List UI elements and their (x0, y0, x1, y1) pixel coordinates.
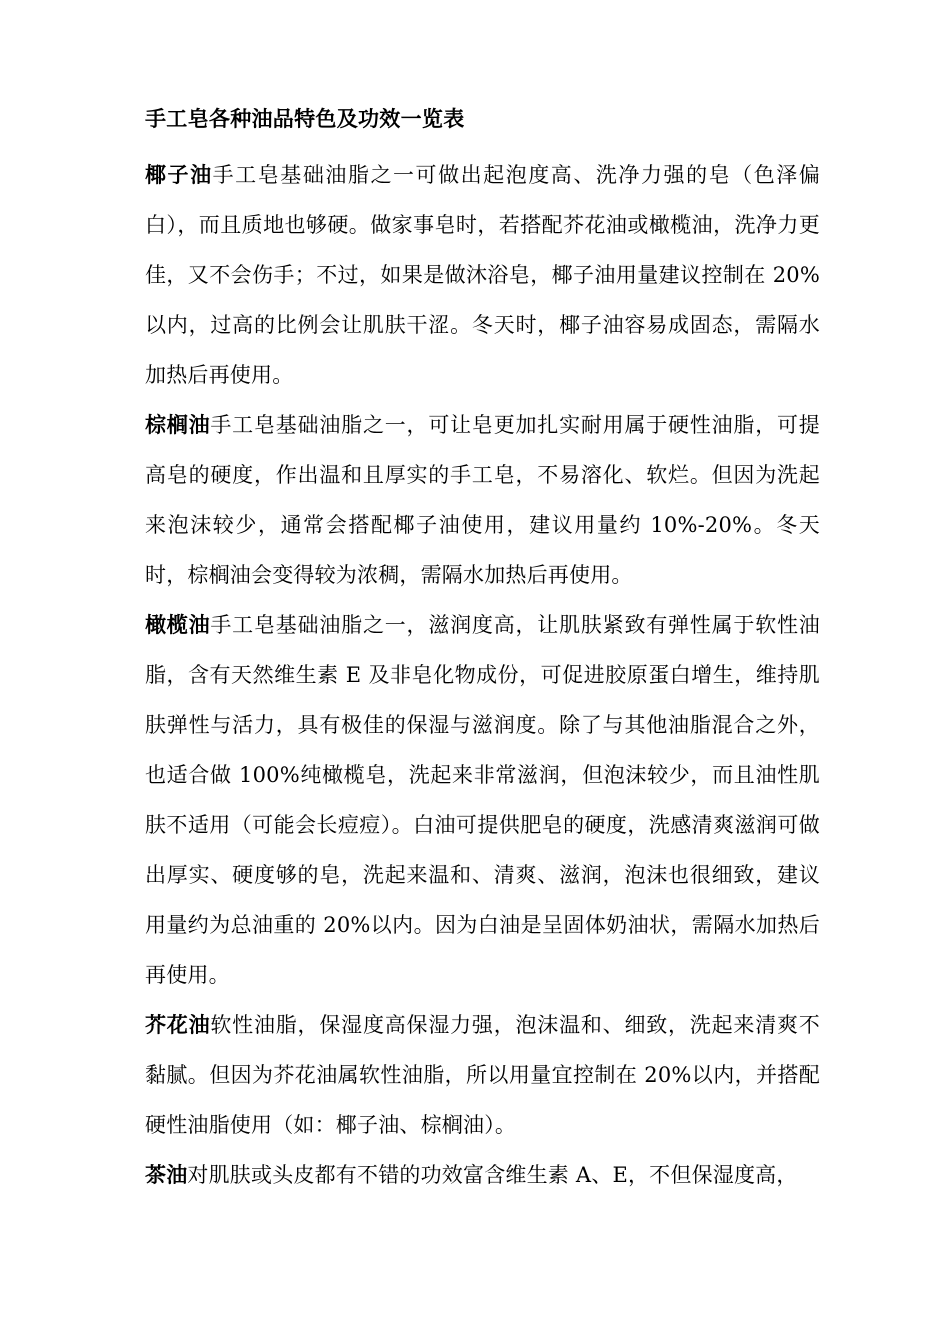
oil-name: 椰子油 (145, 162, 213, 187)
oil-name: 茶油 (145, 1162, 188, 1187)
section-coconut-oil (145, 150, 820, 400)
oil-description: 对肌肤或头皮都有不错的功效富含维生素 A、E，不但保湿度高， (187, 1163, 798, 1187)
oil-description: 软性油脂，保湿度高保湿力强，泡沫温和、细致，洗起来清爽不黏腻。但因为芥花油属软性油脂，所以用量宜控制在 20%以内，并搭配硬性油脂使用（如：椰子油、棕榈油）。 (145, 1013, 820, 1137)
section-canola-oil (145, 1000, 820, 1150)
section-tea-oil (145, 1150, 820, 1200)
document-title: 手工皂各种油品特色及功效一览表 (145, 107, 465, 131)
oil-description: 手工皂基础油脂之一，滋润度高，让肌肤紧致有弹性属于软性油脂，含有天然维生素 E 及非皂化物成份，可促进胶原蛋白增生，维持肌肤弹性与活力，具有极佳的保湿与滋润度。除了与其他油脂混合之外，也适合做 100%纯橄榄皂，洗起来非常滋润，但泡沫较少，而且油性肌肤不适用（可能会长痘痘）。白油可提供肥皂的硬度，洗感清爽滋润可做出厚实、硬度够的皂，洗起来温和、清爽、滋润，泡沫也很细致，建议用量约为总油重的 20%以内。因为白油是呈固体奶油状，需隔水加热后再使用。 (145, 613, 820, 987)
oil-name: 芥花油 (145, 1012, 211, 1037)
oil-name: 橄榄油 (145, 612, 211, 637)
section-olive-oil (145, 600, 820, 1000)
section-palm-oil (145, 400, 820, 600)
document-page (145, 104, 820, 1200)
oil-name: 棕榈油 (145, 412, 211, 437)
oil-description: 手工皂基础油脂之一可做出起泡度高、洗净力强的皂（色泽偏白），而且质地也够硬。做家事皂时，若搭配芥花油或橄榄油，洗净力更佳，又不会伤手；不过，如果是做沐浴皂，椰子油用量建议控制在 20%以内，过高的比例会让肌肤干涩。冬天时，椰子油容易成固态，需隔水加热后再使用。 (145, 163, 820, 387)
oil-description: 手工皂基础油脂之一，可让皂更加扎实耐用属于硬性油脂，可提高皂的硬度，作出温和且厚实的手工皂，不易溶化、软烂。但因为洗起来泡沫较少，通常会搭配椰子油使用，建议用量约 10%-20%。冬天时，棕榈油会变得较为浓稠，需隔水加热后再使用。 (145, 413, 820, 587)
